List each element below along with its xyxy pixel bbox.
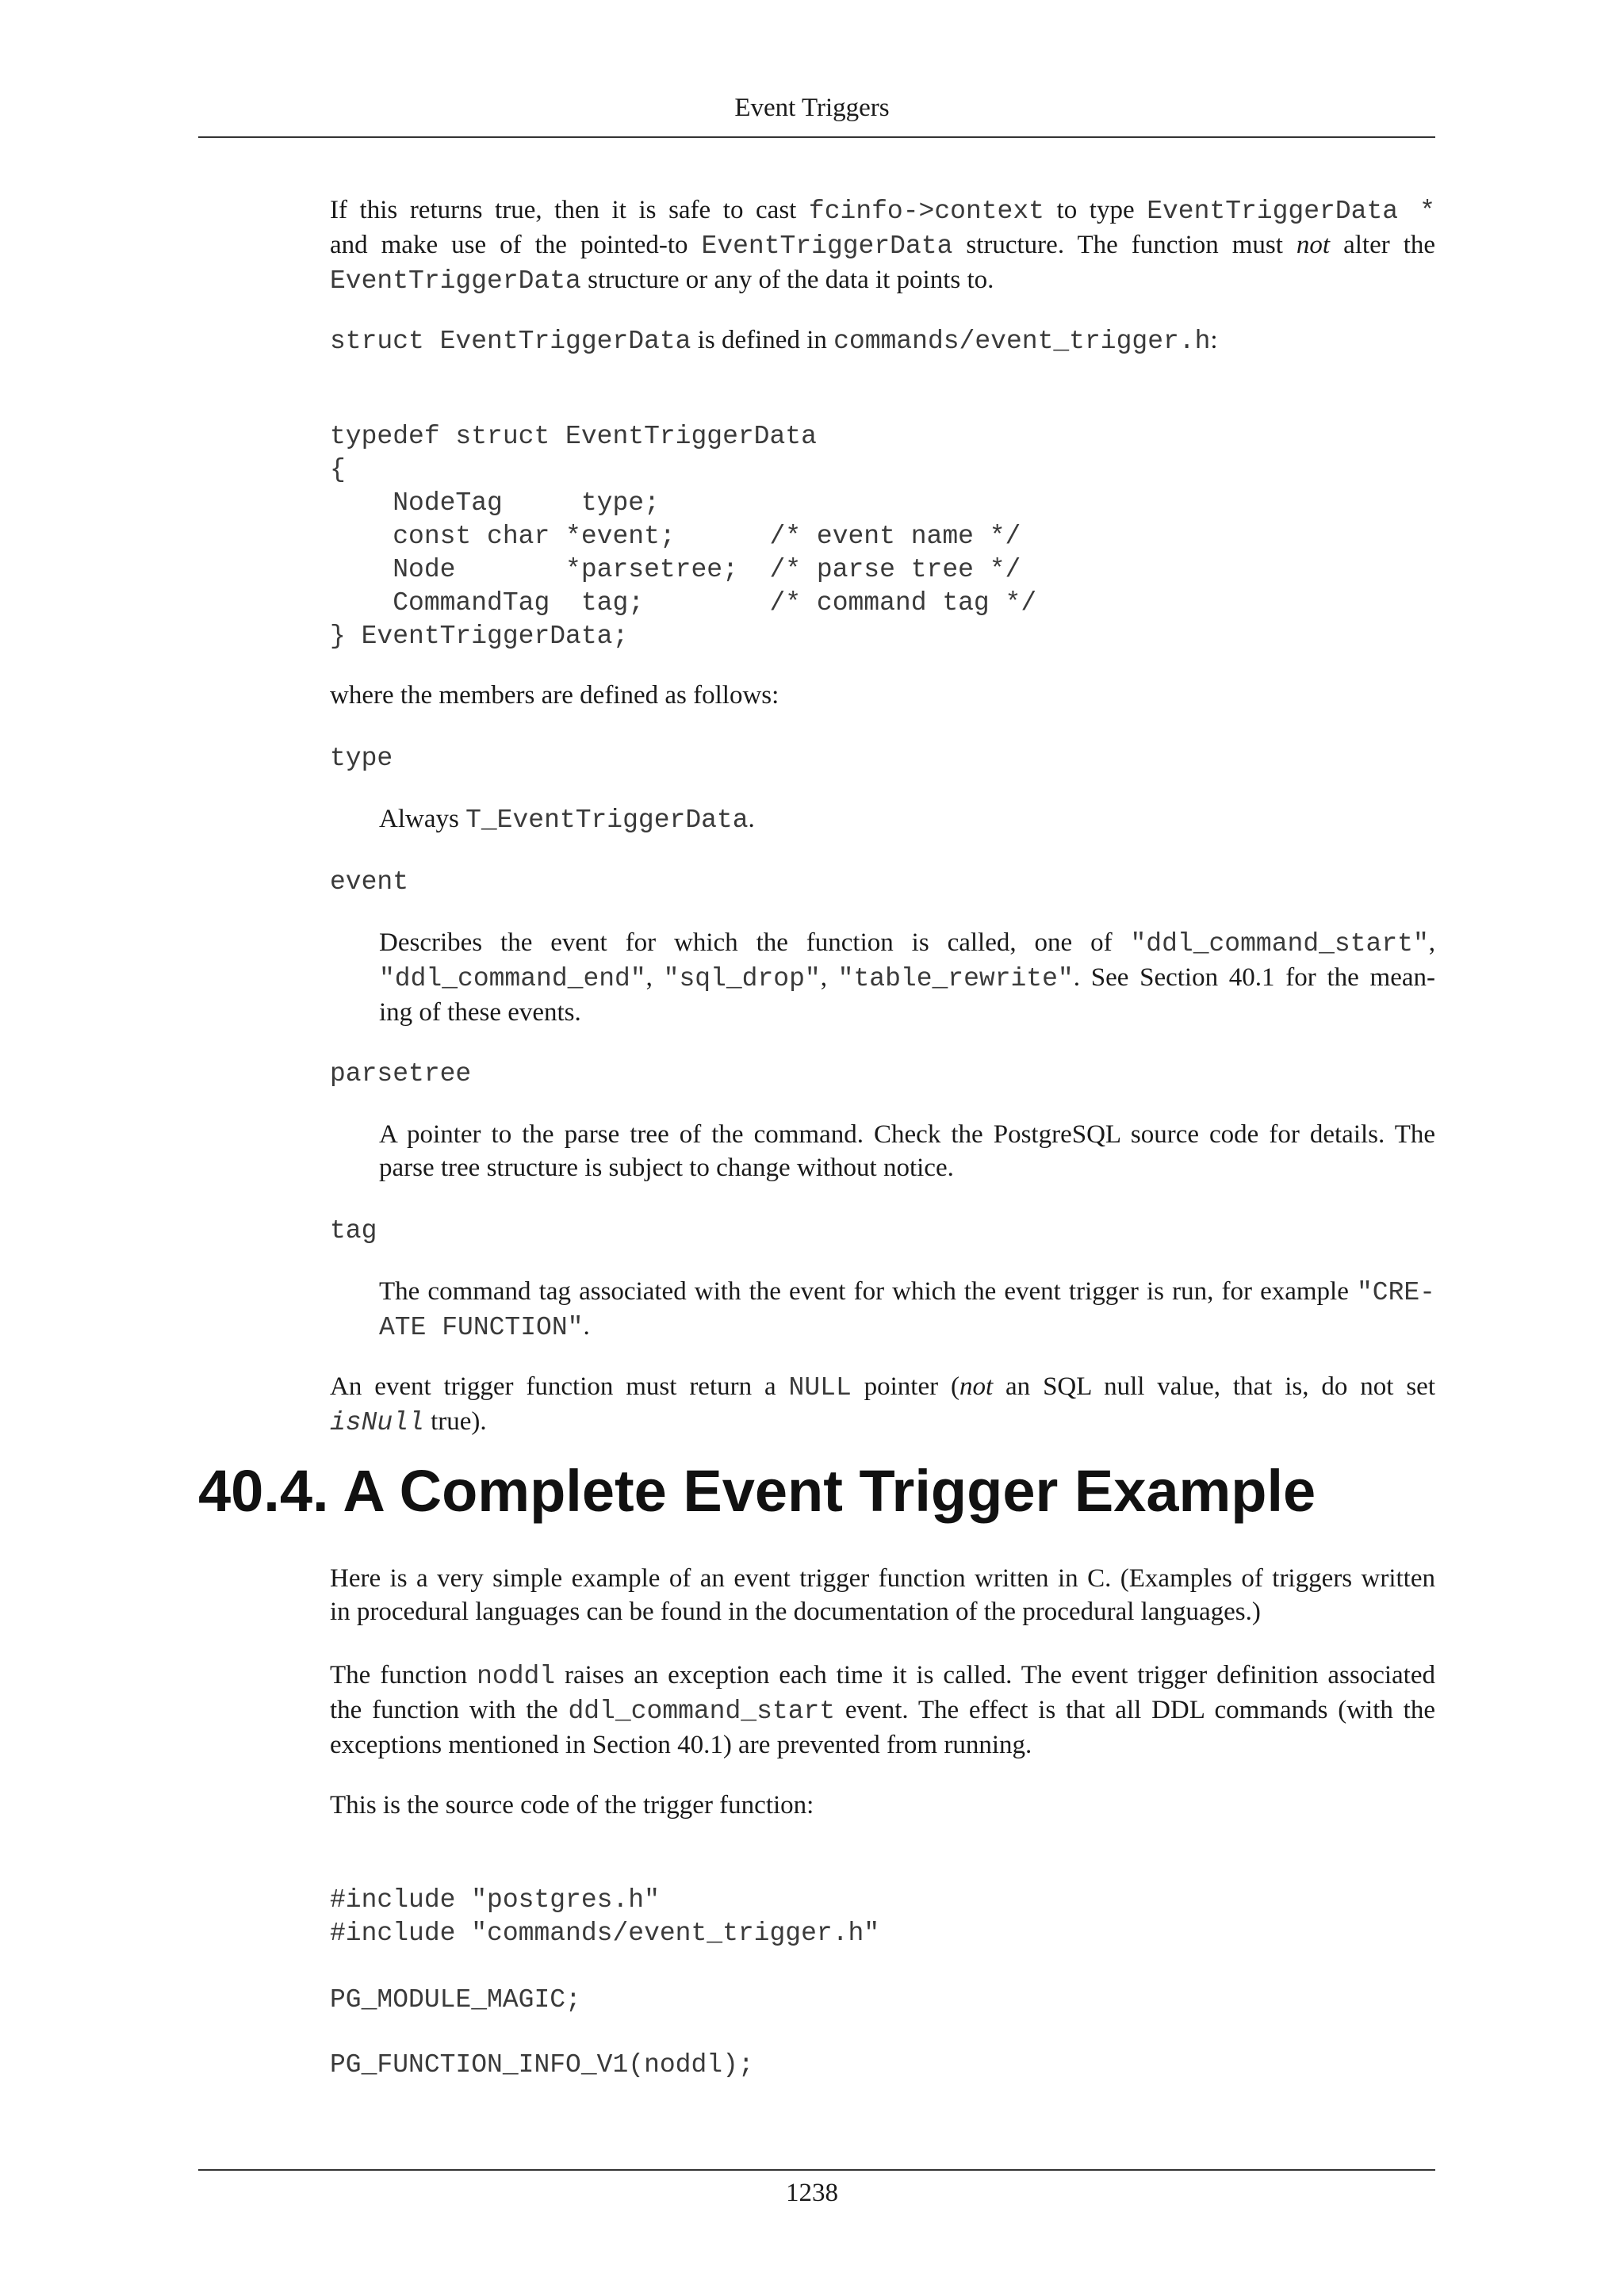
text-run: , bbox=[820, 963, 838, 992]
definition-line: parse tree structure is subject to change without notice. bbox=[379, 1154, 954, 1182]
section-heading: 40.4. A Complete Event Trigger Example bbox=[198, 1458, 1316, 1524]
return-paragraph bbox=[330, 1370, 1435, 1440]
text-run: . See Section 40.1 for the mean- bbox=[1073, 963, 1435, 992]
text-run: Always bbox=[379, 805, 466, 833]
definition-event bbox=[330, 926, 1435, 1029]
text-run: Describes the event for which the function is called, one of bbox=[379, 928, 1131, 957]
text-run: the function with the bbox=[330, 1696, 569, 1724]
intro-paragraph bbox=[330, 193, 1435, 298]
header-divider bbox=[198, 136, 1435, 138]
struct-code-block bbox=[330, 420, 1435, 653]
text-run: structure. The function must bbox=[952, 231, 1297, 259]
paragraph-line: exceptions mentioned in Section 40.1) are prevented from running. bbox=[330, 1731, 1032, 1759]
text-run: . bbox=[748, 805, 755, 833]
code-ddl-command-start: "ddl_command_start" bbox=[1130, 929, 1429, 959]
term-label: tag bbox=[330, 1216, 377, 1246]
code-line: #include "postgres.h" bbox=[330, 1885, 660, 1915]
text-run: true). bbox=[423, 1407, 487, 1436]
code-line: CommandTag tag; /* command tag */ bbox=[330, 588, 1037, 618]
code-t-eventtriggerdata: T_EventTriggerData bbox=[465, 806, 749, 835]
text-run: . bbox=[583, 1312, 590, 1341]
paragraph-line: Here is a very simple example of an event trigger function written in C. (Examples of triggers written bbox=[330, 1564, 1435, 1593]
term-label: event bbox=[330, 867, 409, 897]
text-run: If this returns true, then it is safe to cast bbox=[330, 196, 809, 224]
definition-type bbox=[330, 802, 1435, 837]
code-eventtriggerdata: EventTriggerData bbox=[701, 232, 953, 261]
emphasis-not: not bbox=[1296, 231, 1331, 259]
section-paragraph-2 bbox=[330, 1659, 1435, 1762]
code-struct-name: struct EventTriggerData bbox=[330, 327, 691, 356]
source-code-magic bbox=[330, 1984, 1435, 2017]
term-type bbox=[330, 742, 1435, 775]
definition-tag bbox=[330, 1275, 1435, 1345]
code-fcinfo-context: fcinfo->context bbox=[808, 197, 1044, 226]
text-run: raises an exception each time it is called. The event trigger definition associated bbox=[555, 1661, 1435, 1689]
footer-divider bbox=[198, 2169, 1435, 2171]
code-line: { bbox=[330, 455, 346, 484]
text-run: pointer ( bbox=[851, 1372, 959, 1401]
text-run: alter the bbox=[1330, 231, 1436, 259]
code-line: } EventTriggerData; bbox=[330, 622, 629, 651]
term-label: type bbox=[330, 744, 393, 773]
code-eventtriggerdata: EventTriggerData bbox=[330, 266, 581, 296]
code-eventtriggerdata-ptr: EventTriggerData * bbox=[1147, 197, 1435, 226]
definition-line bbox=[330, 1275, 1435, 1310]
code-line: PG_MODULE_MAGIC; bbox=[330, 1985, 581, 2015]
code-line: const char *event; /* event name */ bbox=[330, 522, 1021, 551]
section-paragraph-3: This is the source code of the trigger function: bbox=[330, 1791, 814, 1820]
text-run: An event trigger function must return a bbox=[330, 1372, 789, 1401]
intro-line-1 bbox=[330, 193, 1435, 228]
section-paragraph-1 bbox=[330, 1562, 1435, 1628]
text-run: The function bbox=[330, 1661, 477, 1689]
page-header-title: Event Triggers bbox=[734, 94, 890, 122]
code-line: NodeTag type; bbox=[330, 488, 660, 518]
text-run: structure or any of the data it points to. bbox=[580, 266, 994, 294]
term-tag bbox=[330, 1215, 1435, 1248]
text-run: : bbox=[1210, 326, 1218, 354]
code-null: NULL bbox=[788, 1373, 852, 1402]
text-run: an SQL null value, that is, do not set bbox=[993, 1372, 1435, 1401]
code-create-function: "CRE- bbox=[1356, 1278, 1435, 1307]
code-isnull: isNull bbox=[330, 1408, 424, 1437]
code-header-file: commands/event_trigger.h bbox=[833, 327, 1211, 356]
code-create-function: ATE FUNCTION" bbox=[379, 1313, 584, 1342]
text-run: , bbox=[645, 963, 664, 992]
text-run: ing of these events. bbox=[379, 998, 581, 1027]
struct-definition-paragraph bbox=[330, 323, 1435, 358]
paragraph-line bbox=[330, 1659, 1435, 1693]
text-run: and make use of the pointed-to bbox=[330, 231, 702, 259]
emphasis-not: not bbox=[959, 1372, 994, 1401]
code-ddl-command-start: ddl_command_start bbox=[568, 1697, 836, 1726]
term-label: parsetree bbox=[330, 1059, 472, 1089]
code-line: Node *parsetree; /* parse tree */ bbox=[330, 555, 1021, 584]
paragraph-line bbox=[330, 1370, 1435, 1405]
paragraph-line: in procedural languages can be found in the documentation of the procedural languages.) bbox=[330, 1598, 1261, 1626]
intro-line-2 bbox=[330, 228, 1435, 263]
code-sql-drop: "sql_drop" bbox=[663, 964, 821, 993]
definition-line bbox=[330, 996, 1435, 1029]
text-run: The command tag associated with the event for which the event trigger is run, for example bbox=[379, 1277, 1357, 1306]
term-event bbox=[330, 866, 1435, 899]
code-table-rewrite: "table_rewrite" bbox=[837, 964, 1074, 993]
code-line: typedef struct EventTriggerData bbox=[330, 422, 817, 451]
text-run: is defined in bbox=[691, 326, 834, 354]
definition-line: A pointer to the parse tree of the command. Check the PostgreSQL source code for details. The bbox=[379, 1120, 1435, 1149]
code-line: #include "commands/event_trigger.h" bbox=[330, 1919, 880, 1948]
intro-line-3 bbox=[330, 263, 1435, 298]
term-parsetree bbox=[330, 1058, 1435, 1091]
definition-parsetree bbox=[330, 1118, 1435, 1184]
code-noddl: noddl bbox=[477, 1662, 556, 1691]
paragraph-line bbox=[330, 1693, 1435, 1728]
members-intro: where the members are defined as follows: bbox=[330, 681, 779, 710]
source-code-info bbox=[330, 2049, 1435, 2082]
text-run: to type bbox=[1044, 196, 1147, 224]
code-line: PG_FUNCTION_INFO_V1(noddl); bbox=[330, 2050, 754, 2080]
paragraph-line bbox=[330, 1405, 1435, 1440]
code-ddl-command-end: "ddl_command_end" bbox=[379, 964, 646, 993]
text-run: event. The effect is that all DDL commands (with the bbox=[835, 1696, 1435, 1724]
definition-line bbox=[330, 961, 1435, 996]
definition-line bbox=[330, 1310, 1435, 1345]
source-code-block bbox=[330, 1884, 1435, 1950]
text-run: , bbox=[1428, 928, 1435, 957]
page-number: 1238 bbox=[786, 2179, 838, 2207]
definition-line bbox=[330, 926, 1435, 961]
